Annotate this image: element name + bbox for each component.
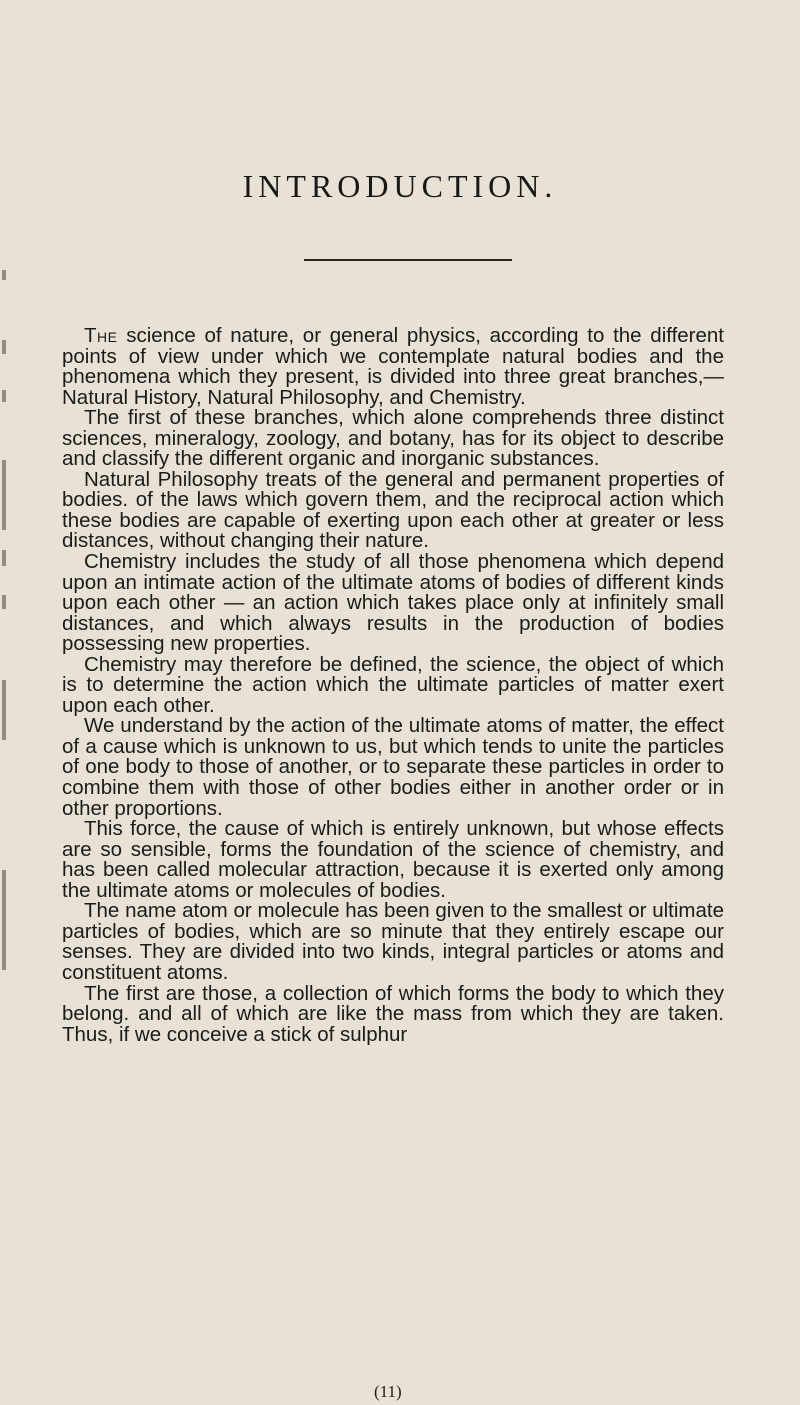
edge-mark [2,870,6,970]
paragraph: Natural Philosophy treats of the general and permanent properties of bodies. of the laws which govern them, and the reciprocal action which these bodies are capable of exerting upon each other at greater or less distances, without changing their nature. [62,467,724,553]
paragraph [62,326,724,408]
body-text [62,326,724,1045]
edge-mark [2,340,6,354]
paragraph: Chemistry includes the study of all those phenomena which depend upon an intimate action of the ultimate atoms of bodies of different kinds upon each other — an action which takes place only at infinitely small distances, and which always results in the production of bodies possessing new properties. [62,550,724,656]
paragraph: Chemistry may therefore be defined, the science, the object of which is to determine the action which the ultimate particles of matter exert upon each other. [62,652,724,717]
chapter-title: INTRODUCTION. [242,168,558,204]
paragraph: The name atom or molecule has been given to the smallest or ultimate particles of bodies, which are so minute that they entirely escape our senses. They are divided into two kinds, integral particles or atoms and constituent atoms. [62,899,724,984]
edge-mark [2,595,6,609]
edge-mark [2,460,6,530]
paragraph: The first are those, a collection of which forms the body to which they belong. and all of which are like the mass from which they are taken. Thus, if we conceive a stick of sulphur [62,981,724,1046]
paragraph-text: science of nature, or general physics, according to the different points of view under which we contemplate natural bodies and the phenomena which they present, is divided into three great branches,—Natural History, Natural Philosophy, and Chemistry. [62,324,724,409]
title-rule [304,259,512,261]
paragraph: We understand by the action of the ultimate atoms of matter, the effect of a cause which is unknown to us, but which tends to unite the particles of one body to those of another, or to separate these particles in order to combine them with those of other bodies either in another order or in other proportions. [62,714,724,820]
edge-mark [2,550,6,566]
edge-mark [2,270,6,280]
edge-mark [2,680,6,740]
paragraph: This force, the cause of which is entirely unknown, but whose effects are so sensible, forms the foundation of the science of chemistry, and has been called molecular attraction, because it is exerted only among the ultimate atoms or molecules of bodies. [62,817,724,902]
paragraph: The first of these branches, which alone comprehends three distinct sciences, mineralogy, zoology, and botany, has for its object to describe and classify the different organic and inorganic substances. [62,406,724,471]
edge-mark [2,390,6,402]
adjacent-page-edge [0,270,18,1000]
lead-word: The [84,324,118,347]
page-number: (11) [374,1382,402,1401]
